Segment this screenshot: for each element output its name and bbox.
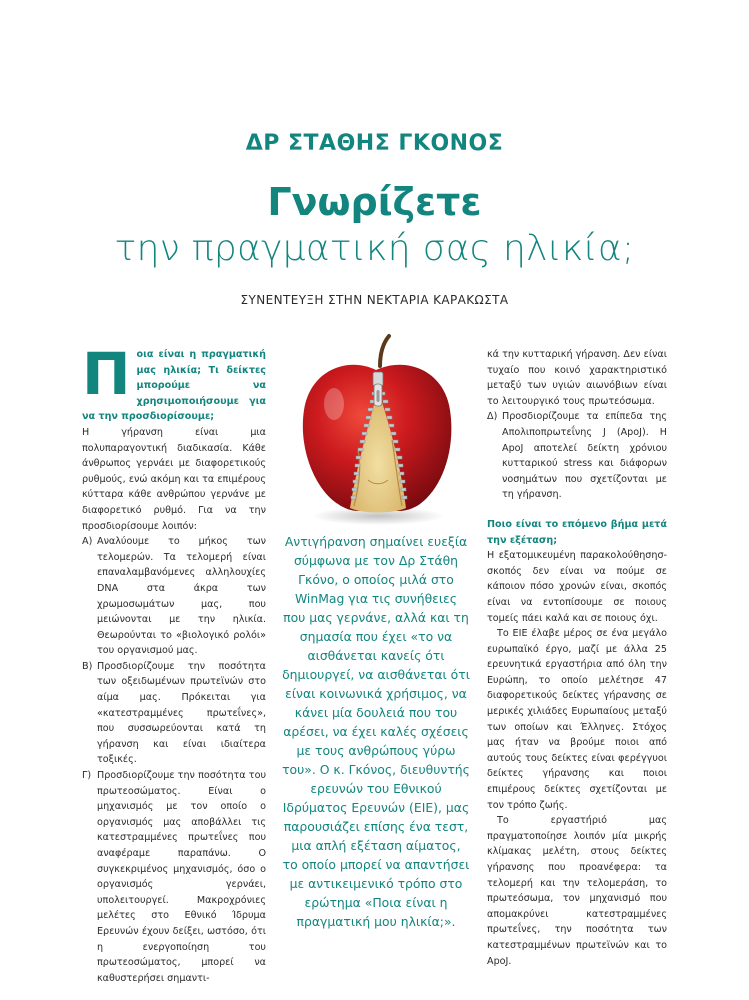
- list-item-d: [487, 409, 667, 503]
- interview-credit: ΣΥΝΕΝΤΕΥΞΗ ΣΤΗΝ ΝΕΚΤΑΡΙΑ ΚΑΡΑΚΩΣΤΑ: [240, 293, 509, 307]
- article-subtitle: την πραγματική σας ηλικία;: [114, 228, 635, 269]
- list-label: Γ): [82, 770, 92, 782]
- apple-with-zipper-icon: [288, 330, 464, 530]
- list-item-b: [82, 659, 266, 768]
- list-label: Δ): [487, 411, 498, 423]
- right-column: [487, 347, 667, 969]
- list-text: Αναλύουμε το μήκος των τελομερών. Τα τελομερή είναι επαναλαμβανόμενες αλληλουχίες DNA στα άκρα των χρωμοσωμάτων μας, που μειώνονται με την ηλικία. Θεωρούνται το «βιολογικό ρολόι» του οργανισμού μας.: [97, 536, 266, 657]
- list-text: Προσδιορίζουμε τα επίπεδα της Απολιποπρωτεΐνης J (ApoJ). Η ApoJ αποτελεί δείκτη χρόνιου κυτταρικού stress και διάφορων νοσημάτων που σχετίζονται με τη γήρανση.: [502, 411, 667, 501]
- list-text: Προσδιορίζουμε την ποσότητα του πρωτεοσώματος. Είναι ο μηχανισμός με τον οποίο ο οργανισμός μας αποβάλλει τις κατεστραμμένες πρωτεΐνες που αναφέραμε παραπάνω. Ο συγκεκριμένος μηχανισμός, όσο ο οργανισμός γερνάει, υπολειτουργεί. Μακροχρόνιες μελέτες στο Εθνικό Ίδρυμα Ερευνών έχουν δείξει, ωστόσο, ότι η ενεργοποίηση του πρωτεοσώματος, μπορεί να καθυστερήσει σημαντι-: [97, 770, 266, 984]
- list-item-a: [82, 534, 266, 659]
- article-title: Γνωρίζετε: [267, 180, 482, 224]
- apple-zipper-illustration: [288, 330, 464, 530]
- answer-paragraph-2: Το ΕΙΕ έλαβε μέρος σε ένα μεγάλο ευρωπαϊκό έργο, μαζί με άλλα 25 ερευνητικά εργαστήρια από όλη την Ευρώπη, το οποίο μελέτησε 47 διαφορετικούς δείκτες γήρανσης σε μερικές χιλιάδες Ευρωπαίους μεταξύ των οποίων και Έλληνες. Στόχος μας ήταν να βρούμε ποιοι από αυτούς τους δείκτες είναι φερέγγυοι δείκτες γήρανσης και ποιοι επιμέρους δείκτες σχετίζονται με τον τρόπο ζωής.: [487, 628, 667, 811]
- author-name: ΔΡ ΣΤΑΘΗΣ ΓΚΟΝΟΣ: [245, 131, 504, 156]
- list-text: Προσδιορίζουμε την ποσότητα των οξειδωμένων πρωτεϊνών στο αίμα μας. Πρόκειται για «κατεστραμμένες πρωτεΐνες», που συσσωρεύονται κατά τη γήρανση και είναι ιδιαίτερα τοξικές.: [97, 660, 266, 766]
- list-label: Α): [82, 536, 93, 548]
- opening-question: [82, 340, 266, 425]
- answer-paragraph-3: Το εργαστήριό μας πραγματοποίησε λοιπόν μία μικρής κλίμακας μελέτη, στους δείκτες γήρανσης που προανέφερα: τα τελομερή και την τελομεράση, το πρωτεόσωμα, τον μηχανισμό που απομακρύνει κατεστραμμένες πρωτεΐνες, την ποσότητα των κατεστραμμένων πρωτεϊνών και το ApoJ.: [487, 815, 667, 967]
- list-label: Β): [82, 660, 93, 672]
- left-column: [82, 340, 266, 986]
- answer-paragraph-1: Η εξατομικευμένη παρακολούθησησ- σκοπός δεν είναι να πούμε σε κάποιον πόσο χρονών είναι, σκοπός είναι να εντοπίσουμε σε ποιους τομείς πάει καλά και σε ποιους όχι.: [487, 550, 667, 624]
- drop-cap: Π: [82, 340, 131, 408]
- question-text: οια είναι η πραγματική μας ηλικία; Τι δείκτες μπορούμε να χρησιμοποιήσουμε για να την προσδιορίσουμε;: [82, 349, 266, 423]
- pull-quote: Αντιγήρανση σημαίνει ευεξία σύμφωνα με τον Δρ Στάθη Γκόνο, ο οποίος μιλά στο WinMag για τις συνήθειες που μας γερνάνε, αλλά και τη σημασία που έχει «το να αισθάνεται κανείς ότι δημιουργεί, να αισθάνεται ότι είναι κοινωνικά χρήσιμος, να κάνει μία δουλειά που του αρέσει, να έχει καλές σχέσεις με τους ανθρώπους γύρω του». Ο κ. Γκόνος, διευθυντής ερευνών του Εθνικού Ιδρύματος Ερευνών (ΕΙΕ), μας παρουσιάζει επίσης ένα τεστ, μια απλή εξέταση αίματος, το οποίο μπορεί να απαντήσει με αντικειμενικό τρόπο στο ερώτημα «Ποια είναι η πραγματική μου ηλικία;».: [282, 534, 470, 929]
- continuation-paragraph: κά την κυτταρική γήρανση. Δεν είναι τυχαίο που κοινό χαρακτηριστικό μεταξύ των υγιών αιωνόβιων είναι το λειτουργικό τους πρωτεόσωμα.: [487, 349, 667, 407]
- second-question: Ποιο είναι το επόμενο βήμα μετά την εξέταση;: [487, 518, 667, 546]
- list-item-c: [82, 768, 266, 986]
- intro-paragraph: Η γήρανση είναι μια πολυπαραγοντική διαδικασία. Κάθε άνθρωπος γερνάει με διαφορετικούς ρυθμούς, ενώ ακόμη και τα επιμέρους κύτταρα κάθε ανθρώπου γερνάνε με διαφορετικό ρυθμό. Για να την προσδιορίσουμε λοιπόν:: [82, 426, 266, 532]
